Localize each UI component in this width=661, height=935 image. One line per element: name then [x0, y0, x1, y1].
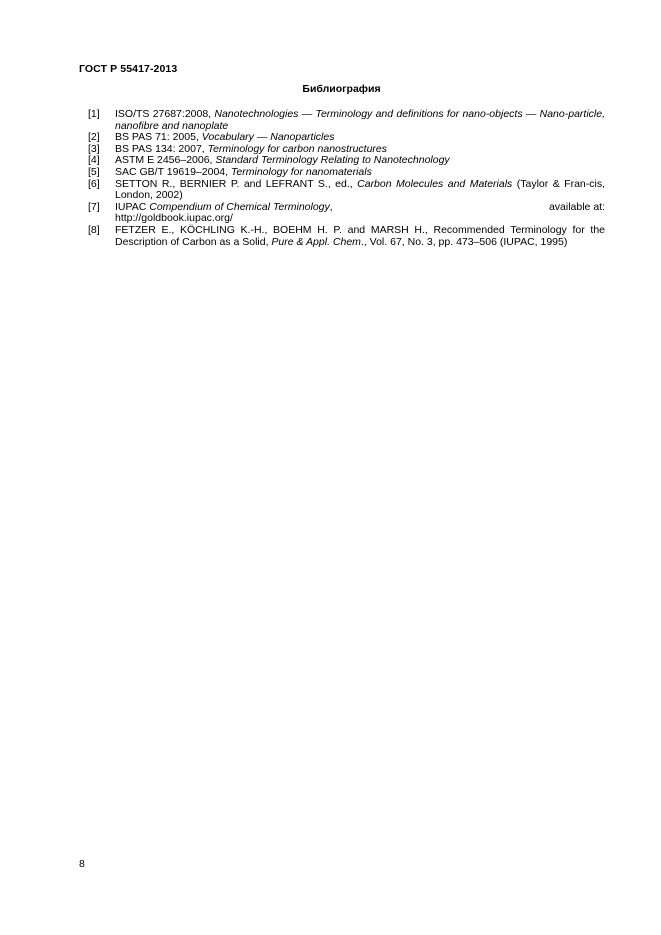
entry-plain-text: (Taylor & Fran-cis, London, 2002)	[115, 177, 605, 202]
entry-text	[115, 109, 605, 132]
entry-plain-text: ASTM E 2456–2006,	[115, 154, 216, 167]
entry-text	[115, 179, 605, 202]
entry-number: [5]	[88, 165, 100, 178]
entry-plain-text: BS PAS 71: 2005,	[115, 131, 202, 144]
bibliography-entry-8	[88, 225, 605, 248]
page-number: 8	[79, 858, 85, 870]
entry-italic-title: Carbon Molecules and Materials	[357, 177, 513, 190]
bibliography-entry-6	[88, 179, 605, 202]
entry-plain-text: ,	[329, 200, 333, 213]
entry-available-at: available at:	[548, 200, 605, 213]
entry-plain-text: SAC GB/T 19619–2004,	[115, 165, 231, 178]
entry-plain-text: FETZER E., KÖCHLING K.-H., BOEHM H. P. and MARSH H., Recommended Terminology for the Description of Carbon as a Solid,	[115, 223, 605, 248]
entry-url: http://goldbook.iupac.org/	[115, 212, 233, 225]
entry-number: [7]	[88, 200, 100, 213]
document-id-header: ГОСТ Р 55417-2013	[79, 63, 178, 75]
entry-italic-title: Vocabulary — Nanoparticles	[201, 131, 335, 144]
entry-plain-text: BS PAS 134: 2007,	[115, 142, 208, 155]
entry-plain-text: IUPAC	[115, 200, 150, 213]
entry-number: [1]	[88, 108, 100, 120]
entry-number: [6]	[88, 177, 100, 190]
section-title: Библиография	[302, 83, 381, 95]
bibliography-entry-1	[88, 109, 605, 132]
entry-plain-text: ., Vol. 67, No. 3, pp. 473–506 (IUPAC, 1995)	[360, 235, 568, 248]
entry-plain-text: ISO/TS 27687:2008,	[115, 108, 215, 120]
entry-italic-title: Terminology for nanomaterials	[230, 165, 372, 178]
entry-number: [3]	[88, 142, 100, 155]
entry-text	[115, 225, 605, 248]
entry-italic-title: Compendium of Chemical Terminology	[149, 200, 330, 213]
entry-number: [8]	[88, 223, 100, 236]
entry-italic-title: Standard Terminology Relating to Nanotechnology	[215, 154, 450, 167]
bibliography-list	[88, 109, 605, 248]
entry-number: [4]	[88, 154, 100, 167]
bibliography-entry-7	[88, 202, 605, 225]
entry-plain-text: SETTON R., BERNIER P. and LEFRANT S., ed.,	[115, 177, 358, 190]
entry-number: [2]	[88, 131, 100, 144]
entry-italic-title: Nanotechnologies — Terminology and definitions for nano-objects — Nano-particle, nanofibre and nanoplate	[115, 108, 605, 132]
entry-italic-title: Pure & Appl. Chem	[271, 235, 361, 248]
entry-italic-title: Terminology for carbon nanostructures	[207, 142, 387, 155]
entry-text	[115, 202, 605, 225]
